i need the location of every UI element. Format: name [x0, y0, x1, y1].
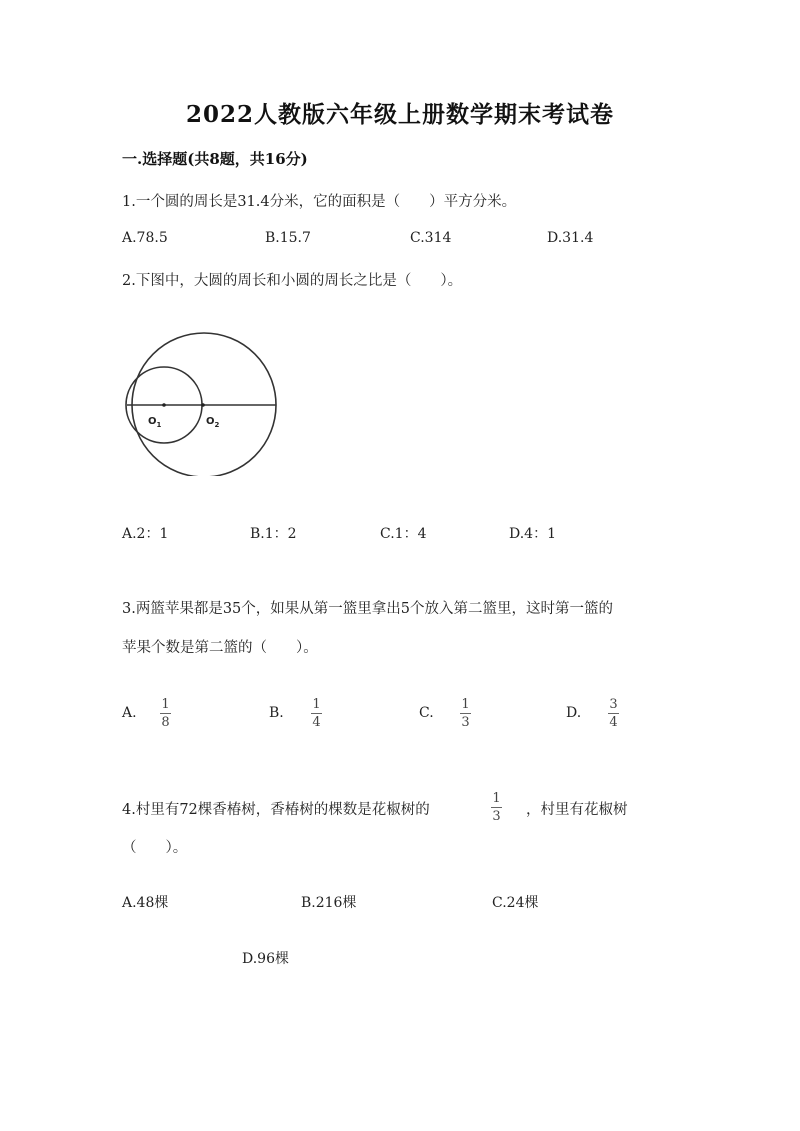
q3-option-c-fraction	[460, 697, 471, 730]
label-o2: $O_2$	[206, 416, 220, 429]
numerator: 1	[461, 697, 470, 712]
center-o2-dot	[201, 403, 205, 407]
denominator: 3	[492, 809, 501, 824]
q1-option-c[interactable]: C.314	[410, 230, 452, 246]
q1-option-b[interactable]: B.15.7	[265, 230, 311, 246]
circles-figure	[124, 328, 284, 476]
q2-option-d[interactable]: D.4：1	[509, 526, 556, 542]
q1-option-a[interactable]: A.78.5	[122, 230, 168, 246]
page-title: 2022人教版六年级上册数学期末考试卷	[185, 101, 614, 128]
numerator: 1	[492, 791, 501, 806]
q4-option-d[interactable]: D.96棵	[242, 951, 289, 967]
q2-option-a[interactable]: A.2：1	[122, 526, 169, 542]
section-heading: 一.选择题(共8题，共16分)	[122, 150, 308, 168]
label-o1: $O_1$	[148, 416, 162, 429]
circles-diagram	[124, 328, 284, 476]
denominator: 4	[609, 715, 618, 730]
question-4-text-after: ，村里有花椒树	[526, 802, 628, 818]
numerator: 3	[609, 697, 618, 712]
denominator: 4	[312, 715, 321, 730]
q3-option-d-fraction	[608, 697, 619, 730]
q3-option-a-fraction	[160, 697, 171, 730]
q2-option-c[interactable]: C.1：4	[380, 526, 427, 542]
q3-option-c-letter[interactable]: C.	[419, 705, 434, 721]
question-3-line-1: 3.两篮苹果都是35个，如果从第一篮里拿出5个放入第二篮里，这时第一篮的	[122, 601, 614, 617]
question-4-text-before: 4.村里有72棵香椿树，香椿树的棵数是花椒树的	[122, 802, 430, 818]
center-o1-dot	[162, 403, 166, 407]
numerator: 1	[161, 697, 170, 712]
q1-option-d[interactable]: D.31.4	[547, 230, 594, 246]
numerator: 1	[312, 697, 321, 712]
q3-option-b-letter[interactable]: B.	[269, 705, 284, 721]
question-2-text: 2.下图中，大圆的周长和小圆的周长之比是（ ）。	[122, 273, 463, 289]
q2-option-b[interactable]: B.1：2	[250, 526, 297, 542]
q3-option-d-letter[interactable]: D.	[566, 705, 582, 721]
question-1-text: 1.一个圆的周长是31.4分米，它的面积是（ ）平方分米。	[122, 194, 517, 210]
q3-option-a-letter[interactable]: A.	[122, 705, 137, 721]
q3-option-b-fraction	[311, 697, 322, 730]
denominator: 8	[161, 715, 170, 730]
q4-option-b[interactable]: B.216棵	[301, 895, 357, 911]
q4-option-c[interactable]: C.24棵	[492, 895, 539, 911]
q4-inline-fraction	[491, 791, 502, 824]
question-3-line-2: 苹果个数是第二篮的（ ）。	[122, 640, 318, 656]
denominator: 3	[461, 715, 470, 730]
question-4-line-2: （ ）。	[122, 840, 188, 856]
q4-option-a[interactable]: A.48棵	[122, 895, 169, 911]
